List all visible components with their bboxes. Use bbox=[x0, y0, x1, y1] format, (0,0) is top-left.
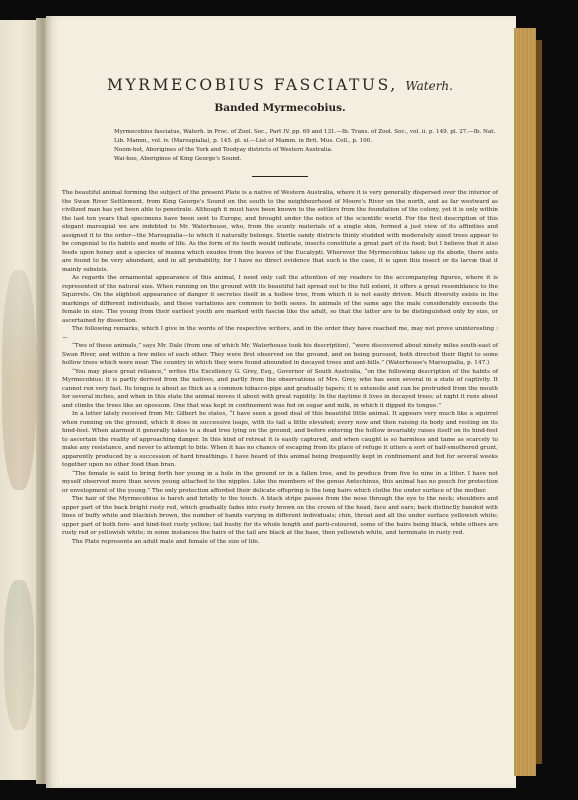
paragraph: The following remarks, which I give in the words of the respective writers, and in the order they have reached me, may not prove uninteresting :— bbox=[62, 326, 498, 341]
book-cover-edge bbox=[536, 40, 542, 764]
facing-plate-illustration-lower bbox=[4, 580, 34, 730]
reference-line: Noom-bot, Aborigines of the York and Toodyay districts of Western Australia. bbox=[114, 147, 333, 153]
references bbox=[62, 128, 498, 164]
paragraph: The Plate represents an adult male and female of the size of life. bbox=[72, 538, 260, 545]
paragraph: “The female is said to bring forth her young in a hole in the ground or in a fallen tree, and to produce from five to nine in a litter. I have not myself observed more than seven young attached to the nipples. Like the members of the genus Antechinus, this animal has no pouch for protection or envelopment of the young.” The only protection afforded their delicate offspring is the long hairs which clothe the under surface of the mother. bbox=[62, 470, 498, 494]
page-block-edge bbox=[514, 28, 536, 776]
species-name: MYRMECOBIUS FASCIATUS, bbox=[107, 76, 398, 94]
section-divider bbox=[252, 176, 308, 177]
paragraph: The hair of the Myrmecobius is harsh and bristly to the touch. A black stripe passes from the nose through the eye to the neck; shoulders and upper part of the back bright rusty red, which gradually fades into rusty brown on the crown of the head, face and ears; back distinctly banded with lines of buffy white and blackish brown, the number of bands varying in different individuals; chin, throat and all the under surface yellowish white; upper part of both fore- and hind-feet rusty yellow; tail bushy for its whole length and parti-coloured, some of the hairs being black, while others are rusty red or yellowish white; in some instances the hairs of the tail are black at the base, then yellowish white, and terminate in rusty red. bbox=[62, 496, 498, 536]
facing-plate-illustration bbox=[2, 270, 36, 490]
reference-line: Myrmecobius fasciatus, Waterh. in Proc. of Zool. Soc., Part IV. pp. 69 and 131.—Ib. Trans. of Zool. Soc., vol. ii. p. 149. pl. 27.—Ib. Nat. Lib. Mamm., vol. iv. (Marsupialia), p. 145. pl. xi.—List of Mamm. in Brit. Mus. Coll., p. 100. bbox=[114, 129, 496, 144]
page-content bbox=[62, 70, 498, 546]
reference-line: Wai-hoo, Aborigines of King George's Sound. bbox=[114, 156, 242, 162]
common-name: Banded Myrmecobius. bbox=[214, 102, 346, 114]
paragraph: As regards the ornamental appearance of this animal, I need only call the attention of my readers to the accompanying figures, where it is represented of the natural size. When running on the ground with its beautiful tail spread out to the full extent, it offers a great resemblance to the Squirrels. On the slightest appearance of danger it secretes itself in a hollow tree, from which it is not easily driven. Much diversity exists in the markings of different individuals, and these variations are common to both sexes. In animals of the same age the male considerably exceeds the female in size. The young from their earliest youth are marked with fasciæ like the adult, so that the latter are to be distinguished only by size, or ascertained by dissection. bbox=[62, 275, 498, 324]
paragraph: In a letter lately received from Mr. Gilbert he states, “I have seen a good deal of this beautiful little animal. It appears very much like a squirrel when running on the ground, which it does in successive leaps, with its tail a little elevated; every now and then raising its body and resting on its hind-feet. When alarmed it generally takes to a dead tree lying on the ground, and before entering the hollow invariably raises itself on its hind-feet to ascertain the reality of approaching danger. In this kind of retreat it is easily captured, and when caught is so harmless and tame as scarcely to make any resistance, and never to attempt to bite. When it has no chance of escaping from its place of refuge it utters a sort of half-smothered grunt, apparently produced by a succession of hard breathings. I have heard of this animal being frequently kept in confinement and fed for several weeks together upon no other food than bran. bbox=[62, 411, 498, 468]
body-text bbox=[62, 189, 498, 546]
paragraph: “Two of these animals,” says Mr. Dale (from one of which Mr. Waterhouse took his description), “were discovered about ninety miles south-east of Swan River, and within a few miles of each other. They were first observed on the ground, and on being pursued, both directed their flight to some hollow trees which were near. The country in which they were found abounded in decayed trees and ant-hills.” (Waterhouse's Marsupialia, p. 147.) bbox=[62, 343, 498, 366]
paragraph: “You may place great reliance,” writes His Excellency G. Grey, Esq., Governor of South Australia, “on the following description of the habits of Myrmecobius; it is partly derived from the natives, and partly from the observations of Mrs. Grey, who has seen several in a state of captivity. It cannot run very fast. Its tongue is about as thick as a common tobacco-pipe and gradually tapers; it is extensile and can be protruded from the mouth for several inches, and when in this state the animal moves it about with great rapidity. In the daytime it lives in decayed trees; at night it runs about and climbs the trees like an opossum. One that was kept in confinement was fed on sugar and milk, in which it dipped its tongue.” bbox=[62, 368, 498, 409]
page-title bbox=[62, 76, 498, 94]
paragraph: The beautiful animal forming the subject of the present Plate is a native of Western Australia, where it is very generally dispersed over the interior of the Swan River Settlement, from King George's Sound on the south to the neighbourhood of Moore's River on the north, and as far westward as civilized man has yet been able to penetrate. Although it must have been known to the settlers from the foundation of the colony, yet it is only within the last ten years that specimens have been sent to Europe, and brought under the notice of the scientific world. For the first description of this elegant marsupial we are indebted to Mr. Waterhouse, who, from the scanty materials of a single skin, formed a just view of its affinities and assigned it to the order—the Marsupialia—to which it naturally belongs. Sterile sandy districts thinly studded with moderately sized trees appear to be congenial to its habits and mode of life. As the form of its teeth would indicate, insects constitute a great part of its food; but I believe that it also feeds upon honey and a species of manna which exudes from the leaves of the Eucalypti. Wherever the Myrmecobius takes up its abode, there ants are found to be very abundant, and in all probability, for I have no direct evidence that such is the case, it is upon this insect or its larvæ that it mainly subsists. bbox=[62, 190, 498, 273]
species-author: Waterh. bbox=[405, 79, 453, 93]
